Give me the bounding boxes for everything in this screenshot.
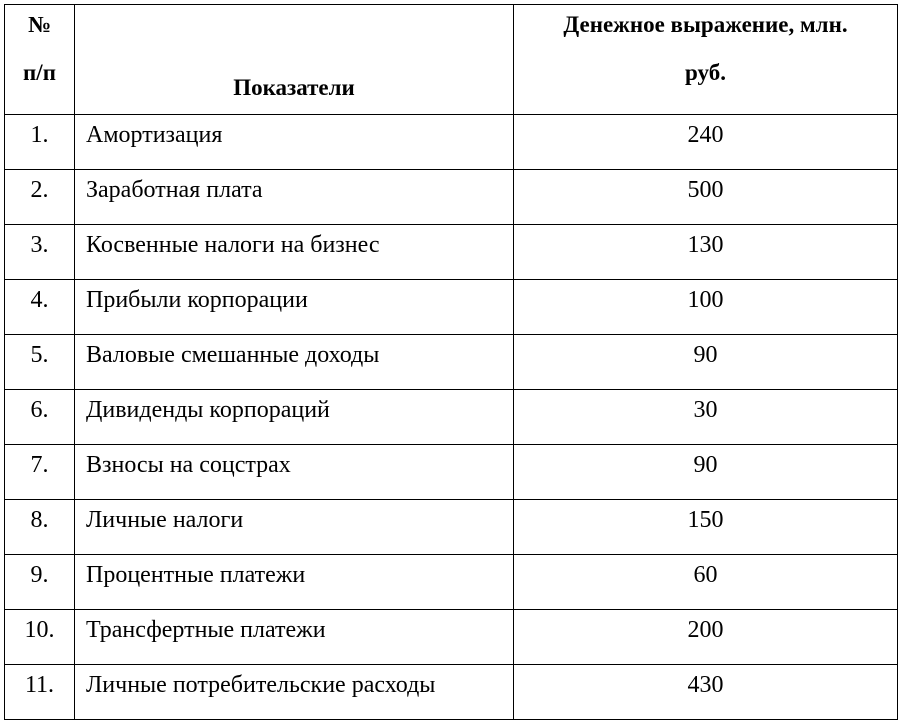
row-value: 150 <box>514 500 898 555</box>
table-row <box>5 115 898 170</box>
table-row <box>5 610 898 665</box>
row-value: 500 <box>514 170 898 225</box>
row-indicator: Процентные платежи <box>75 555 514 610</box>
row-indicator: Косвенные налоги на бизнес <box>75 225 514 280</box>
row-value: 30 <box>514 390 898 445</box>
row-value: 240 <box>514 115 898 170</box>
row-value: 90 <box>514 445 898 500</box>
header-number-label: п/п <box>23 60 56 85</box>
header-value <box>514 5 898 115</box>
row-number: 8. <box>5 500 75 555</box>
row-number: 5. <box>5 335 75 390</box>
row-indicator: Валовые смешанные доходы <box>75 335 514 390</box>
row-value: 90 <box>514 335 898 390</box>
row-number: 7. <box>5 445 75 500</box>
row-indicator: Личные налоги <box>75 500 514 555</box>
header-number <box>5 5 75 115</box>
table-row <box>5 170 898 225</box>
row-value: 130 <box>514 225 898 280</box>
row-number: 10. <box>5 610 75 665</box>
header-value-line1: Денежное выражение, млн. <box>563 12 848 37</box>
table-row <box>5 555 898 610</box>
table-row <box>5 390 898 445</box>
row-value: 200 <box>514 610 898 665</box>
row-number: 3. <box>5 225 75 280</box>
row-number: 4. <box>5 280 75 335</box>
table-row <box>5 335 898 390</box>
row-indicator: Заработная плата <box>75 170 514 225</box>
indicators-table <box>4 4 898 720</box>
table-row <box>5 225 898 280</box>
row-value: 60 <box>514 555 898 610</box>
table-row <box>5 500 898 555</box>
header-indicators: Показатели <box>75 5 514 115</box>
table-row <box>5 445 898 500</box>
table-row <box>5 280 898 335</box>
row-number: 6. <box>5 390 75 445</box>
row-number: 9. <box>5 555 75 610</box>
row-number: 11. <box>5 665 75 720</box>
row-indicator: Личные потребительские расходы <box>75 665 514 720</box>
row-number: 2. <box>5 170 75 225</box>
row-value: 430 <box>514 665 898 720</box>
row-indicator: Трансфертные платежи <box>75 610 514 665</box>
row-indicator: Амортизация <box>75 115 514 170</box>
table-body <box>5 115 898 720</box>
row-value: 100 <box>514 280 898 335</box>
row-indicator: Взносы на соцстрах <box>75 445 514 500</box>
table-row <box>5 665 898 720</box>
row-number: 1. <box>5 115 75 170</box>
row-indicator: Прибыли корпорации <box>75 280 514 335</box>
header-value-line2: руб. <box>685 60 726 85</box>
row-indicator: Дивиденды корпораций <box>75 390 514 445</box>
table-header-row <box>5 5 898 115</box>
header-number-symbol: № <box>27 12 52 37</box>
